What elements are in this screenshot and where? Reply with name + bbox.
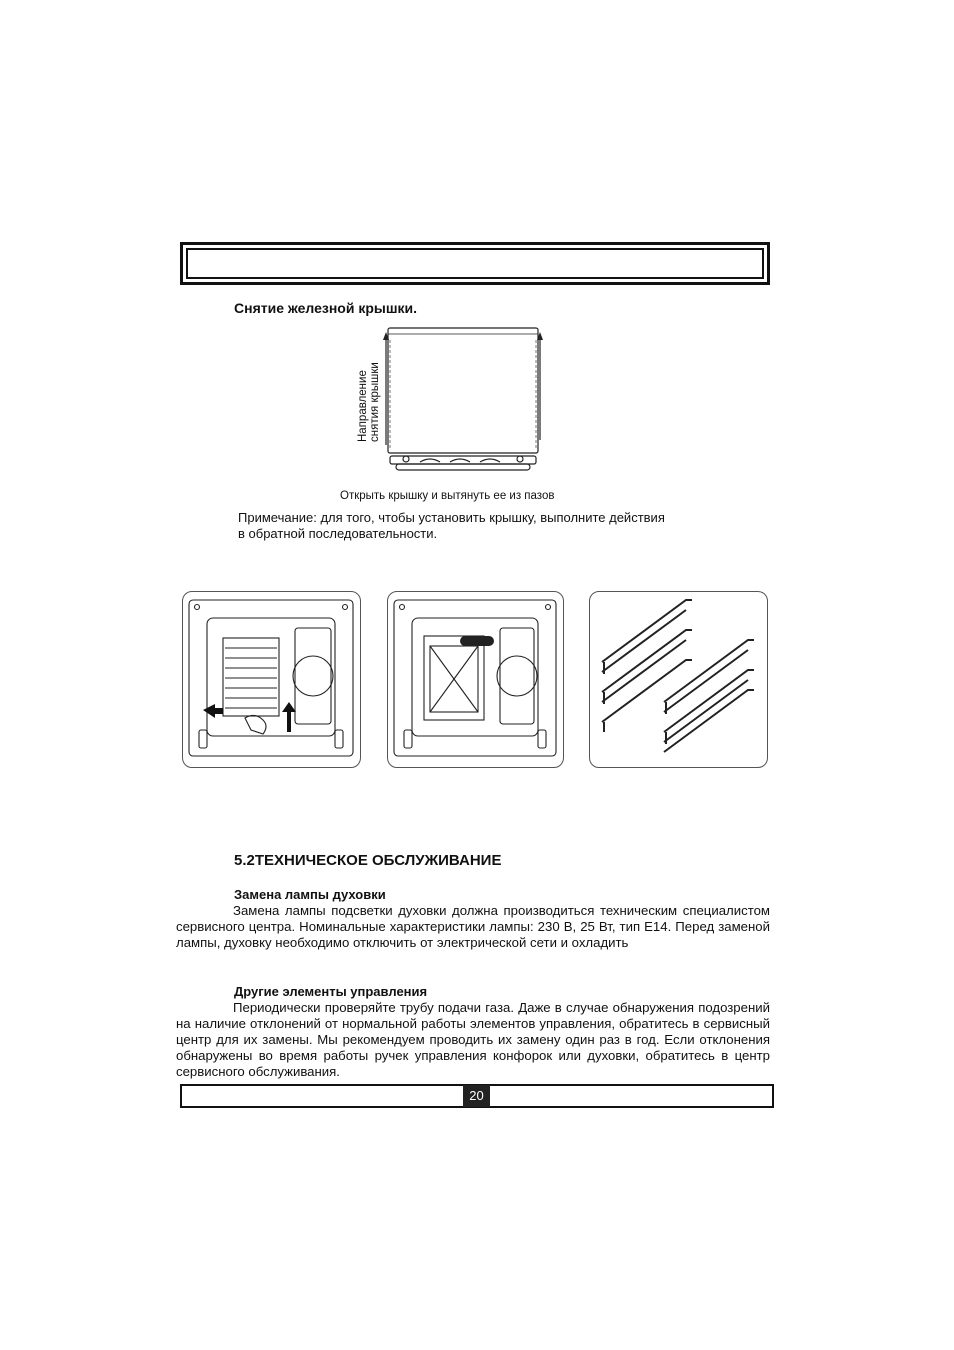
arrow-up-icon [282,702,296,732]
oven-rack-illustration [183,592,359,766]
cover-panel [388,328,538,453]
arrow-label-line2: снятия крышки [369,362,381,442]
oven-rack-removal-panel [182,591,361,768]
header-frame [180,242,770,285]
lamp-paragraph [176,903,770,951]
page-number: 20 [463,1085,490,1107]
controls-paragraph [176,1000,770,1080]
header-frame-inner [186,248,764,279]
controls-heading: Другие элементы управления [234,984,428,999]
note [238,510,718,542]
lamp-text: Замена лампы подсветки духовки должна производиться техническим специалистом сервисного центра. Номинальные характеристики лампы: 230 В, 25 Вт, тип E14. Перед заменой лампы, духовку необходимо отключить от электрической сети и охладить [176,903,770,950]
arrow-right-icon [203,704,223,718]
oven-rails-panel [589,591,768,768]
side-rails-illustration [590,592,766,766]
lamp-heading: Замена лампы духовки [234,887,386,902]
screwdriver-icon [460,636,494,646]
note-line2: в обратной последовательности. [238,526,438,541]
oven-lamp-illustration [388,592,562,766]
oven-lamp-panel [387,591,564,768]
maintenance-heading: 5.2ТЕХНИЧЕСКОЕ ОБСЛУЖИВАНИЕ [234,852,502,869]
figure-caption: Открыть крышку и вытянуть ее из пазов [340,490,555,502]
cover-removal-figure [350,320,560,480]
arrow-label-line1: Направление [357,370,369,442]
note-line1: Примечание: для того, чтобы установить крышку, выполните действия [238,510,665,525]
controls-text: Периодически проверяйте трубу подачи газа. Даже в случае обнаружения подозрений на наличие отклонений от нормальной работы элементов управления, обратитесь в сервисный центр для их замены. Мы рекомендуем проводить их замену один раз в год. Если отклонения обнаружены во время работы ручек управления конфорок или духовки, обратитесь в центр сервисного обслуживания. [176,1000,770,1079]
section-title: Снятие железной крышки. [234,300,418,316]
arrow-label [357,362,381,442]
